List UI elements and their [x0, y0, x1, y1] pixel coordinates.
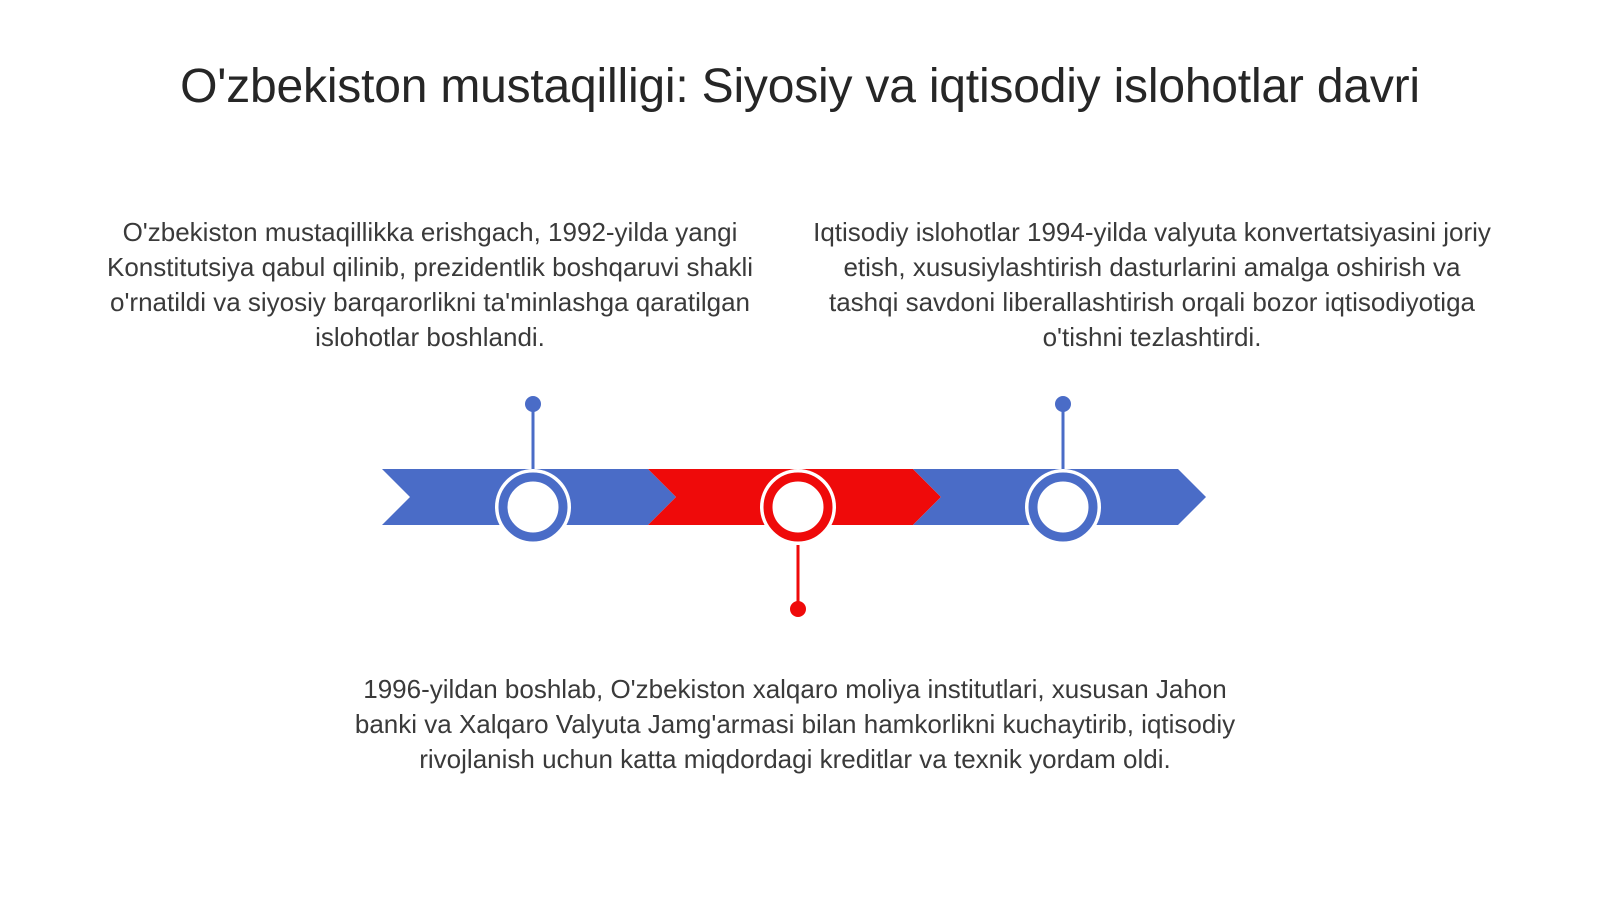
event-3-description: Iqtisodiy islohotlar 1994-yilda valyuta konvertatsiyasini joriy etish, xususiylashtirish dasturlarini amalga oshirish va tashqi savdoni liberallashtirish orqali bozor iqtisodiyotiga o'tishni tezlashtirdi.	[813, 217, 1491, 352]
marker-1-dot	[525, 396, 541, 412]
slide-title: O'zbekiston mustaqilligi: Siyosiy va iqtisodiy islohotlar davri	[180, 60, 1420, 113]
event-2-description: 1996-yildan boshlab, O'zbekiston xalqaro moliya institutlari, xususan Jahon banki va Xalqaro Valyuta Jamg'armasi bilan hamkorlikni kuchaytirib, iqtisodiy rivojlanish uchun katta miqdordagi kreditlar va texnik yordam oldi.	[354, 674, 1236, 774]
marker-2-ring	[768, 477, 828, 537]
marker-3-dot	[1055, 396, 1071, 412]
marker-3-ring	[1033, 477, 1093, 537]
timeline-marker-2	[760, 469, 836, 617]
marker-2-dot	[790, 601, 806, 617]
event-1-description: O'zbekiston mustaqillikka erishgach, 1992-yilda yangi Konstitutsiya qabul qilinib, prezidentlik boshqaruvi shakli o'rnatildi va siyosiy barqarorlikni ta'minlashga qaratilgan islohotlar boshlandi.	[106, 217, 754, 352]
marker-1-ring	[503, 477, 563, 537]
